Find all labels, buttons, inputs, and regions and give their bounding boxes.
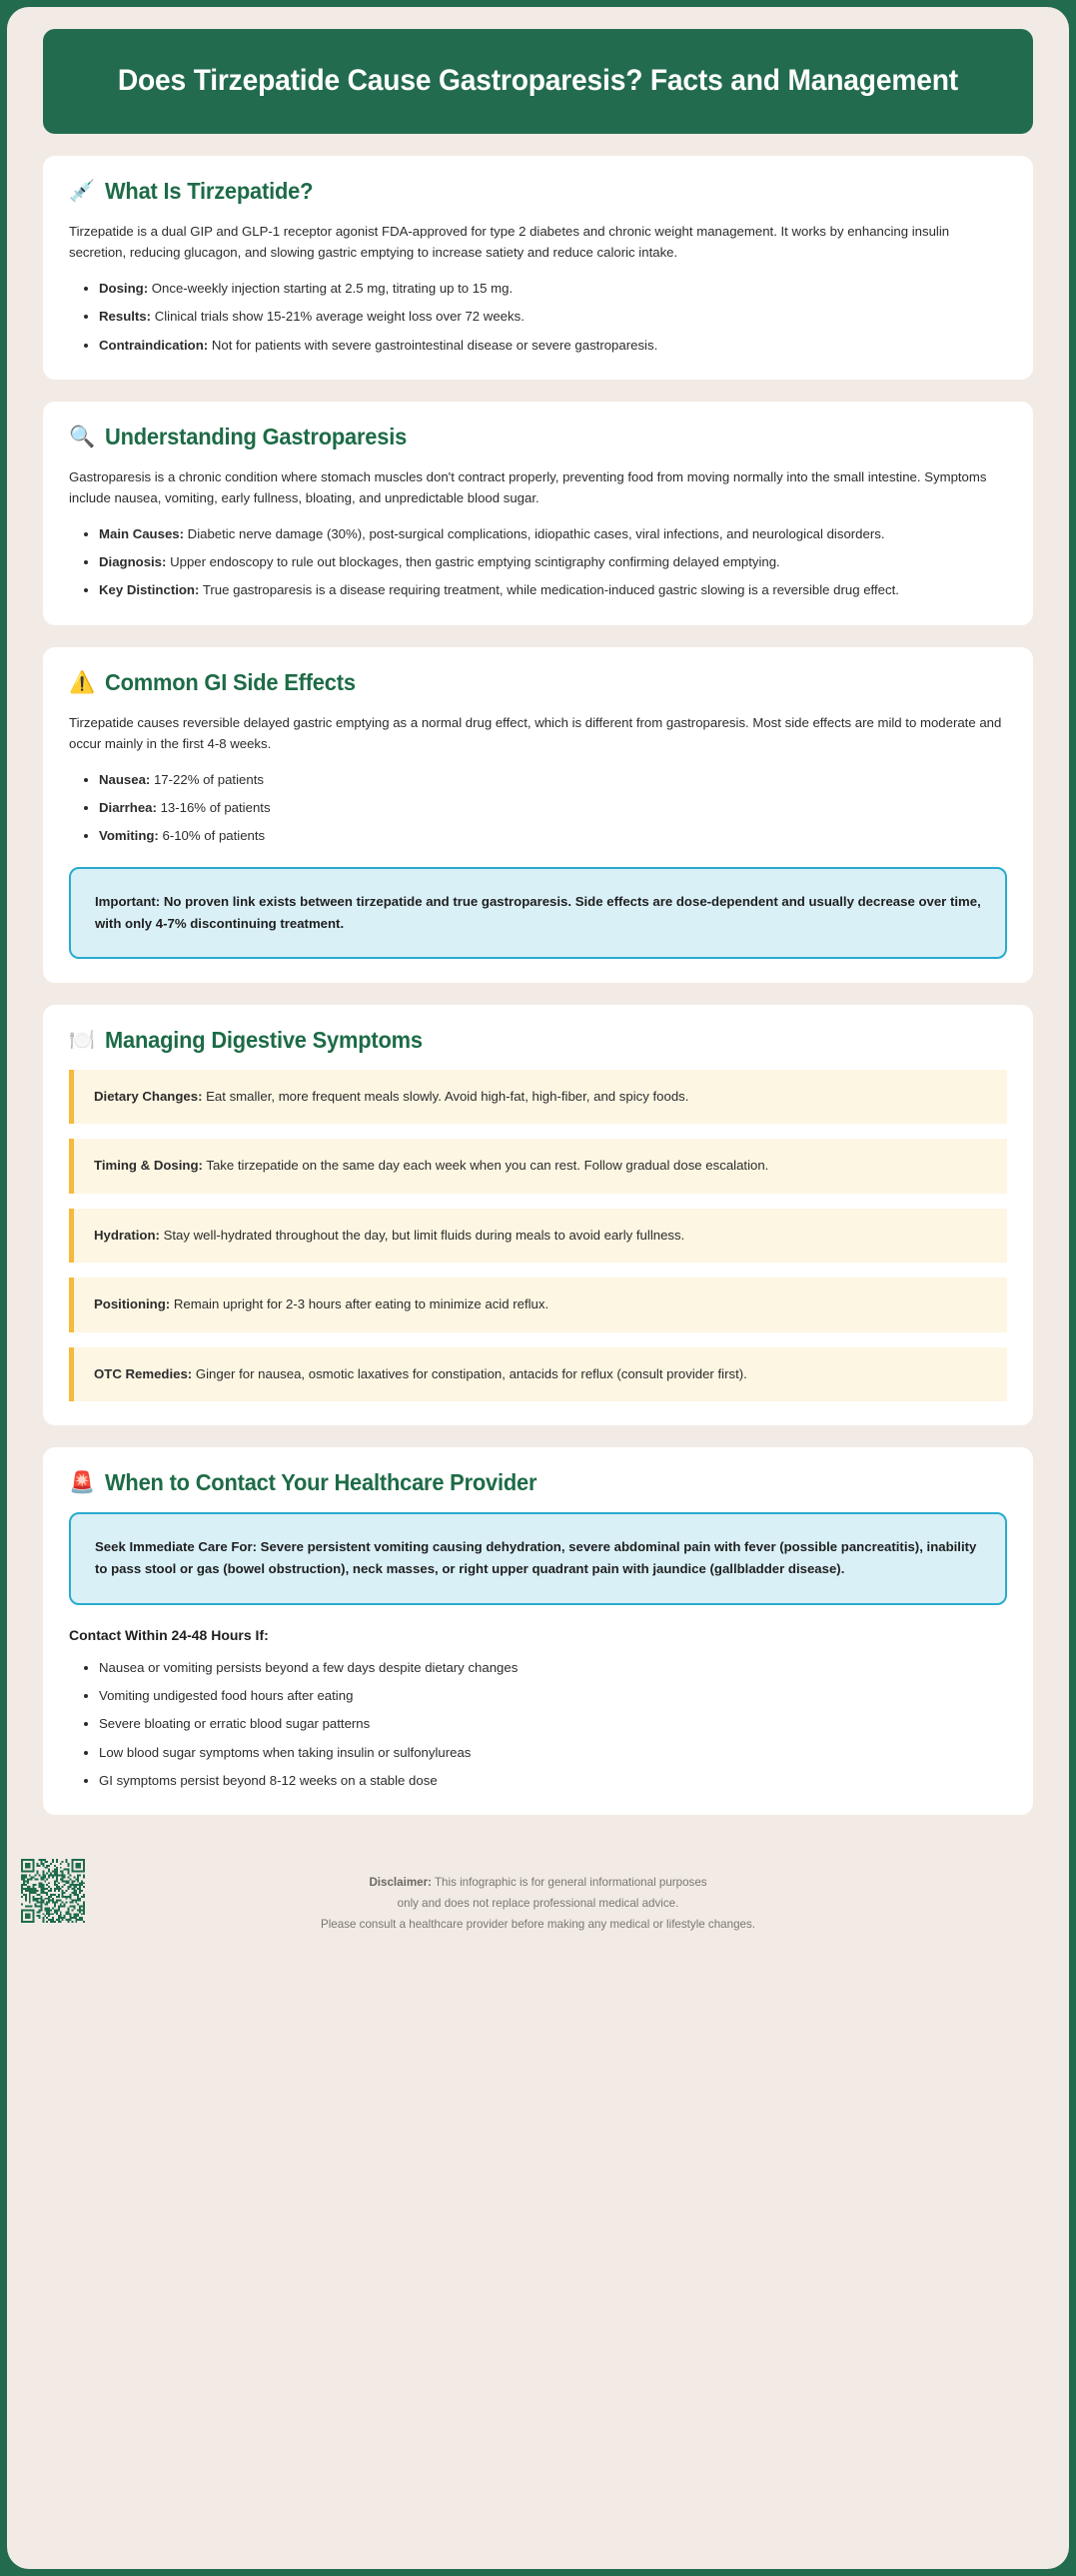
section-header — [69, 1469, 1007, 1496]
section-paragraph: Tirzepatide is a dual GIP and GLP-1 receptor agonist FDA-approved for type 2 diabetes and chronic weight management. It works by enhancing insulin secretion, reducing glucagon, and slowing gastric emptying to increase satiety and reduce caloric intake. — [69, 224, 950, 261]
list-item — [99, 523, 1007, 544]
section-card-understanding-gastroparesis — [43, 402, 1033, 625]
section-title: Understanding Gastroparesis — [105, 423, 408, 449]
section-title: When to Contact Your Healthcare Provider — [105, 1469, 538, 1496]
tip-box — [69, 1070, 1007, 1124]
list-item — [99, 579, 1007, 600]
tip-lead: Timing & Dosing: — [94, 1158, 203, 1174]
bullet-text: 6-10% of patients — [158, 828, 266, 844]
list-item — [99, 306, 1007, 327]
warning-triangle-icon: ⚠️ — [69, 670, 96, 694]
list-item — [99, 769, 1007, 790]
list-item — [99, 278, 1007, 299]
list-item: • Severe bloating or erratic blood sugar patterns — [99, 1713, 1007, 1734]
urgent-care-callout — [69, 1512, 1007, 1604]
tip-box — [69, 1347, 1007, 1401]
tip-box — [69, 1139, 1007, 1193]
disclaimer-text — [43, 1837, 1033, 1935]
header-banner — [43, 29, 1033, 134]
bullet-lead: Main Causes: — [99, 525, 185, 541]
bullet-text: Not for patients with severe gastrointestinal disease or severe gastroparesis. — [208, 337, 658, 353]
important-callout — [69, 867, 1007, 959]
infographic-page — [7, 7, 1069, 2569]
magnifying-glass-icon: 🔍 — [69, 425, 96, 448]
bullet-text: Clinical trials show 15-21% average weight loss over 72 weeks. — [151, 309, 525, 325]
section-header — [69, 669, 1007, 696]
tip-text: Eat smaller, more frequent meals slowly. Avoid high-fat, high-fiber, and spicy foods. — [202, 1088, 689, 1104]
section-header — [69, 1027, 1007, 1054]
bullet-list — [69, 278, 1007, 356]
bullet-lead: Contraindication: — [99, 337, 209, 353]
bullet-lead: Diagnosis: — [99, 554, 167, 569]
tip-lead: Dietary Changes: — [94, 1088, 203, 1104]
tip-text: Stay well-hydrated throughout the day, but limit fluids during meals to avoid early fullness. — [159, 1227, 685, 1243]
tip-lead: Hydration: — [94, 1227, 160, 1243]
section-title: What Is Tirzepatide? — [105, 178, 314, 204]
bullet-list — [69, 769, 1007, 847]
callout-text: Seek Immediate Care For: Severe persistent vomiting causing dehydration, severe abdominal pain with fever (possible pancreatitis), inability to pass stool or gas (bowel obstruction), neck masses, or right upper quadrant pain with jaundice (gallbladder disease). — [95, 1539, 977, 1577]
disclaimer-line-2: only and does not replace professional medical advice. — [397, 1897, 679, 1911]
section-title: Common GI Side Effects — [105, 668, 356, 695]
disclaimer-label: Disclaimer: — [369, 1876, 432, 1890]
section-header — [69, 424, 1007, 450]
disclaimer-line-3: Please consult a healthcare provider before making any medical or lifestyle changes. — [320, 1917, 755, 1931]
tip-text: Ginger for nausea, osmotic laxatives for constipation, antacids for reflux (consult provider first). — [192, 1365, 747, 1381]
page-title: Does Tirzepatide Cause Gastroparesis? Facts and Management — [117, 64, 959, 98]
syringe-icon: 💉 — [69, 180, 96, 203]
list-item: • Nausea or vomiting persists beyond a few days despite dietary changes — [99, 1657, 1007, 1678]
tip-lead: Positioning: — [94, 1296, 171, 1312]
tip-text: Remain upright for 2-3 hours after eating to minimize acid reflux. — [170, 1296, 549, 1312]
bullet-lead: Results: — [99, 309, 152, 325]
tip-text: Take tirzepatide on the same day each week when you can rest. Follow gradual dose escalation. — [202, 1158, 769, 1174]
section-title: Managing Digestive Symptoms — [105, 1026, 423, 1053]
section-card-what-is-tirzepatide — [43, 156, 1033, 380]
list-item: • Low blood sugar symptoms when taking insulin or sulfonylureas — [99, 1742, 1007, 1763]
bullet-text: 17-22% of patients — [150, 771, 264, 787]
tip-box — [69, 1278, 1007, 1331]
tip-box — [69, 1209, 1007, 1263]
bullet-lead: Dosing: — [99, 280, 149, 296]
list-item — [99, 825, 1007, 846]
list-item — [99, 797, 1007, 818]
bullet-text: 13-16% of patients — [156, 799, 271, 815]
list-item: • GI symptoms persist beyond 8-12 weeks on a stable dose — [99, 1770, 1007, 1791]
bullet-text: Once-weekly injection starting at 2.5 mg, titrating up to 15 mg. — [148, 280, 514, 296]
tip-lead: OTC Remedies: — [94, 1365, 193, 1381]
section-paragraph: Tirzepatide causes reversible delayed gastric emptying as a normal drug effect, which is different from gastroparesis. Most side effects are mild to moderate and occur mainly in the first 4-8 weeks. — [69, 714, 1002, 752]
bullet-lead: Nausea: — [99, 771, 151, 787]
bullet-lead: Key Distinction: — [99, 582, 200, 598]
bullet-text: Upper endoscopy to rule out blockages, then gastric emptying scintigraphy confirming delayed emptying. — [166, 554, 780, 569]
list-item — [99, 551, 1007, 572]
list-item — [99, 335, 1007, 356]
section-card-managing-digestive-symptoms — [43, 1005, 1033, 1425]
bullet-text: True gastroparesis is a disease requiring treatment, while medication-induced gastric slowing is a reversible drug effect. — [199, 582, 899, 598]
bullet-list — [69, 523, 1007, 601]
contact-reasons-list — [69, 1657, 1007, 1792]
rotating-light-icon: 🚨 — [69, 1471, 96, 1495]
bullet-text: Diabetic nerve damage (30%), post-surgical complications, idiopathic cases, viral infections, and neurological disorders. — [184, 525, 885, 541]
section-header — [69, 178, 1007, 205]
contact-window-subheading: Contact Within 24-48 Hours If: — [69, 1626, 269, 1643]
disclaimer-line-1: This infographic is for general informational purposes — [431, 1876, 707, 1890]
callout-text: Important: No proven link exists between tirzepatide and true gastroparesis. Side effects are dose-dependent and usually decrease over time, with only 4-7% discontinuing treatment. — [95, 893, 981, 931]
section-paragraph: Gastroparesis is a chronic condition where stomach muscles don't contract properly, preventing food from moving normally into the small intestine. Symptoms include nausea, vomiting, early fullness, bloating, and unpredictable blood sugar. — [69, 468, 987, 506]
plate-cutlery-icon: 🍽️ — [69, 1028, 96, 1052]
list-item: • Vomiting undigested food hours after eating — [99, 1685, 1007, 1706]
footer — [7, 1837, 1069, 1967]
section-card-common-gi-side-effects — [43, 647, 1033, 983]
bullet-lead: Diarrhea: — [99, 799, 157, 815]
qr-code — [21, 1859, 85, 1923]
bullet-lead: Vomiting: — [99, 828, 159, 844]
section-card-when-to-contact-provider — [43, 1447, 1033, 1815]
